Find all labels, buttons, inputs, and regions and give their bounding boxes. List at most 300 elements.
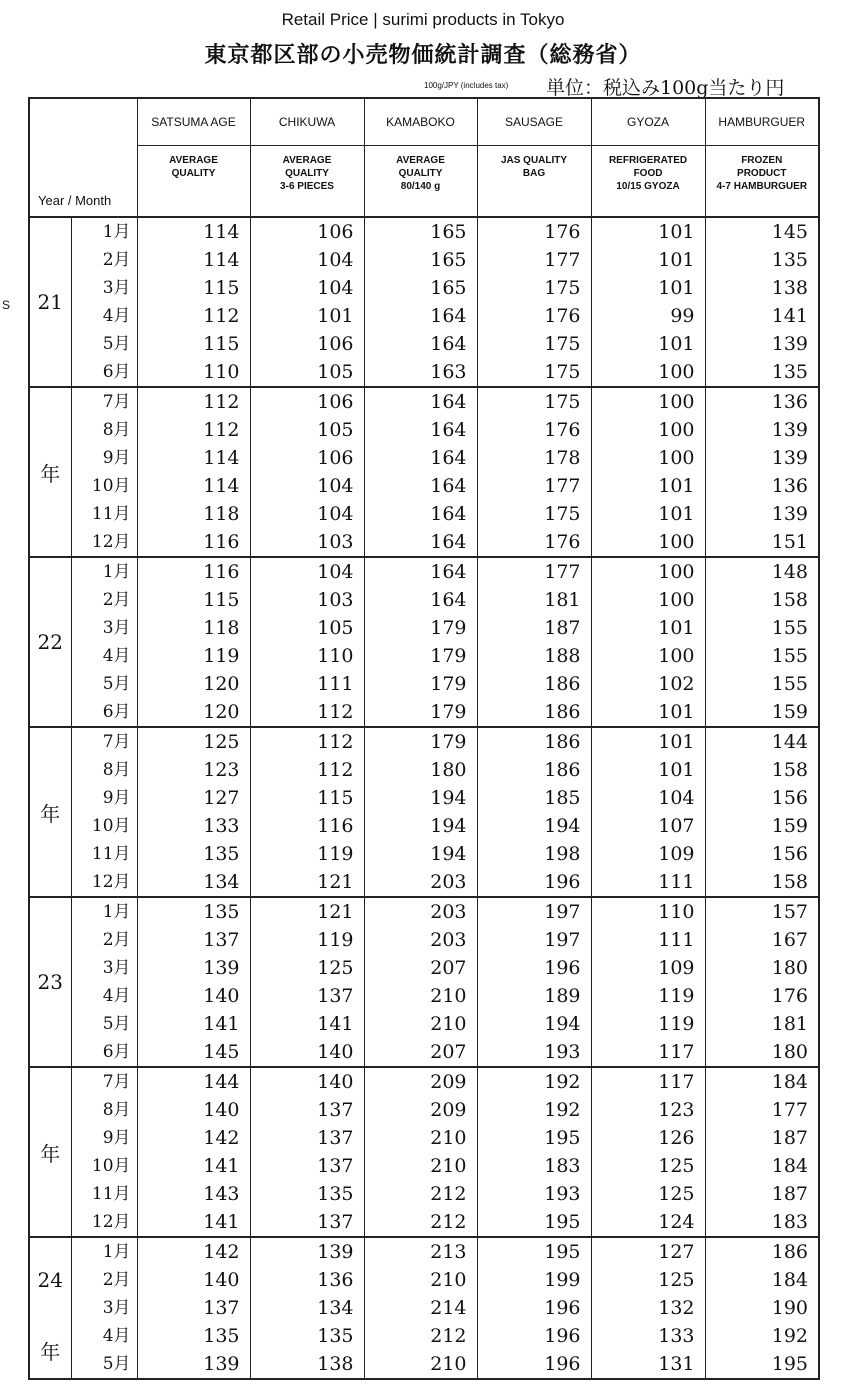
price-cell: 100	[591, 416, 705, 444]
table-row	[29, 1237, 819, 1266]
month-cell: 9月	[71, 784, 137, 812]
price-cell: 140	[137, 1266, 250, 1294]
column-header-name: CHIKUWA	[250, 98, 364, 146]
price-cell: 214	[364, 1294, 477, 1322]
price-cell: 155	[705, 614, 819, 642]
table-row	[29, 926, 819, 954]
table-row	[29, 1208, 819, 1237]
quality-line: AVERAGE	[396, 155, 445, 166]
price-cell: 139	[137, 954, 250, 982]
price-cell: 158	[705, 868, 819, 897]
price-cell: 127	[591, 1237, 705, 1266]
price-cell: 99	[591, 302, 705, 330]
price-cell: 119	[137, 642, 250, 670]
column-header-quality	[591, 146, 705, 218]
price-cell: 165	[364, 217, 477, 246]
price-cell: 107	[591, 812, 705, 840]
price-cell: 120	[137, 698, 250, 727]
price-cell: 159	[705, 698, 819, 727]
price-cell: 126	[591, 1124, 705, 1152]
price-cell: 125	[137, 727, 250, 756]
price-cell: 125	[591, 1266, 705, 1294]
price-cell: 100	[591, 528, 705, 557]
column-header-quality	[477, 146, 591, 218]
table-row	[29, 472, 819, 500]
price-cell: 109	[591, 840, 705, 868]
month-cell: 12月	[71, 528, 137, 557]
price-cell: 106	[250, 444, 364, 472]
price-cell: 164	[364, 416, 477, 444]
month-cell: 1月	[71, 897, 137, 926]
price-cell: 196	[477, 954, 591, 982]
price-cell: 114	[137, 217, 250, 246]
price-cell: 207	[364, 1038, 477, 1067]
month-cell: 11月	[71, 840, 137, 868]
month-cell: 12月	[71, 1208, 137, 1237]
price-cell: 156	[705, 784, 819, 812]
price-cell: 112	[250, 727, 364, 756]
header-row-names	[29, 98, 819, 146]
price-cell: 180	[705, 1038, 819, 1067]
price-cell: 179	[364, 642, 477, 670]
month-cell: 6月	[71, 358, 137, 387]
price-cell: 155	[705, 642, 819, 670]
price-cell: 135	[705, 358, 819, 387]
price-cell: 112	[250, 698, 364, 727]
table-row	[29, 246, 819, 274]
price-cell: 184	[705, 1266, 819, 1294]
price-cell: 104	[591, 784, 705, 812]
table-row	[29, 812, 819, 840]
price-cell: 103	[250, 586, 364, 614]
price-cell: 101	[591, 756, 705, 784]
year-cell: 23	[29, 897, 71, 1067]
month-cell: 1月	[71, 557, 137, 586]
price-cell: 194	[364, 840, 477, 868]
price-cell: 184	[705, 1067, 819, 1096]
month-cell: 10月	[71, 812, 137, 840]
price-cell: 117	[591, 1067, 705, 1096]
price-cell: 101	[591, 330, 705, 358]
price-cell: 176	[477, 528, 591, 557]
month-cell: 6月	[71, 1038, 137, 1067]
price-cell: 176	[477, 416, 591, 444]
price-cell: 145	[705, 217, 819, 246]
price-cell: 105	[250, 416, 364, 444]
table-row	[29, 1266, 819, 1294]
price-cell: 187	[705, 1124, 819, 1152]
month-cell: 6月	[71, 698, 137, 727]
table-row	[29, 586, 819, 614]
month-cell: 2月	[71, 1266, 137, 1294]
price-cell: 210	[364, 1124, 477, 1152]
month-cell: 9月	[71, 1124, 137, 1152]
price-cell: 163	[364, 358, 477, 387]
price-cell: 164	[364, 387, 477, 416]
month-cell: 11月	[71, 1180, 137, 1208]
price-cell: 104	[250, 246, 364, 274]
price-cell: 135	[250, 1322, 364, 1350]
price-cell: 121	[250, 868, 364, 897]
price-cell: 194	[477, 812, 591, 840]
month-cell: 12月	[71, 868, 137, 897]
table-row	[29, 982, 819, 1010]
price-cell: 115	[250, 784, 364, 812]
price-cell: 123	[137, 756, 250, 784]
price-cell: 115	[137, 330, 250, 358]
price-cell: 119	[250, 840, 364, 868]
column-header-quality	[250, 146, 364, 218]
table-row	[29, 274, 819, 302]
price-cell: 101	[250, 302, 364, 330]
quality-line: AVERAGE	[169, 155, 218, 166]
table-row	[29, 840, 819, 868]
table-row	[29, 330, 819, 358]
price-cell: 139	[705, 416, 819, 444]
price-cell: 139	[705, 330, 819, 358]
month-cell: 3月	[71, 274, 137, 302]
month-cell: 5月	[71, 670, 137, 698]
price-cell: 137	[250, 1096, 364, 1124]
price-cell: 105	[250, 614, 364, 642]
price-cell: 196	[477, 1322, 591, 1350]
year-cell: 24	[29, 1237, 71, 1322]
price-cell: 193	[477, 1180, 591, 1208]
table-row	[29, 614, 819, 642]
header-row-quality	[29, 146, 819, 218]
price-cell: 112	[250, 756, 364, 784]
table-row	[29, 387, 819, 416]
price-cell: 194	[364, 784, 477, 812]
quality-line: BAG	[522, 168, 546, 179]
month-cell: 10月	[71, 472, 137, 500]
unit-note-japanese: 単位：税込み100g当たり円	[546, 77, 785, 99]
quality-line: 4-7 HAMBURGUER	[716, 181, 808, 192]
quality-line: 10/15 GYOZA	[616, 181, 680, 192]
price-cell: 210	[364, 1010, 477, 1038]
price-cell: 165	[364, 274, 477, 302]
month-cell: 3月	[71, 614, 137, 642]
price-cell: 140	[137, 982, 250, 1010]
price-cell: 144	[705, 727, 819, 756]
price-cell: 137	[137, 926, 250, 954]
price-cell: 103	[250, 528, 364, 557]
unit-note-english: 100g/JPY (includes tax)	[424, 81, 509, 90]
column-header-name: GYOZA	[591, 98, 705, 146]
price-cell: 110	[250, 642, 364, 670]
month-cell: 7月	[71, 387, 137, 416]
price-cell: 114	[137, 246, 250, 274]
price-cell: 195	[705, 1350, 819, 1379]
price-cell: 100	[591, 358, 705, 387]
price-cell: 111	[250, 670, 364, 698]
price-cell: 105	[250, 358, 364, 387]
year-cell: 年	[29, 727, 71, 897]
month-cell: 1月	[71, 217, 137, 246]
price-cell: 158	[705, 756, 819, 784]
price-cell: 102	[591, 670, 705, 698]
table-row	[29, 756, 819, 784]
month-cell: 11月	[71, 500, 137, 528]
price-cell: 179	[364, 727, 477, 756]
price-cell: 138	[250, 1350, 364, 1379]
price-cell: 179	[364, 698, 477, 727]
table-row	[29, 500, 819, 528]
table-row	[29, 642, 819, 670]
price-cell: 196	[477, 868, 591, 897]
price-cell: 116	[137, 557, 250, 586]
price-cell: 138	[705, 274, 819, 302]
price-cell: 135	[250, 1180, 364, 1208]
table-row	[29, 1124, 819, 1152]
quality-line: PRODUCT	[737, 168, 787, 179]
price-cell: 141	[250, 1010, 364, 1038]
price-cell: 142	[137, 1237, 250, 1266]
price-cell: 148	[705, 557, 819, 586]
price-cell: 100	[591, 642, 705, 670]
price-cell: 175	[477, 387, 591, 416]
table-row	[29, 528, 819, 557]
table-row	[29, 698, 819, 727]
price-cell: 195	[477, 1124, 591, 1152]
price-cell: 164	[364, 302, 477, 330]
price-cell: 100	[591, 444, 705, 472]
price-cell: 186	[477, 670, 591, 698]
price-cell: 135	[137, 897, 250, 926]
column-header-name: SATSUMA AGE	[137, 98, 250, 146]
table-row	[29, 416, 819, 444]
price-cell: 181	[705, 1010, 819, 1038]
month-cell: 4月	[71, 982, 137, 1010]
price-cell: 164	[364, 557, 477, 586]
title-japanese: 東京都区部の小売物価統計調査（総務省）	[204, 43, 642, 68]
price-cell: 139	[250, 1237, 364, 1266]
price-cell: 139	[705, 444, 819, 472]
month-cell: 4月	[71, 1322, 137, 1350]
table-row	[29, 358, 819, 387]
price-cell: 119	[591, 982, 705, 1010]
table-row	[29, 670, 819, 698]
table-row	[29, 1350, 819, 1379]
month-cell: 1月	[71, 1237, 137, 1266]
price-cell: 101	[591, 246, 705, 274]
price-cell: 100	[591, 586, 705, 614]
price-cell: 192	[705, 1322, 819, 1350]
price-cell: 134	[137, 868, 250, 897]
price-cell: 141	[137, 1010, 250, 1038]
table-row	[29, 444, 819, 472]
price-cell: 210	[364, 1350, 477, 1379]
price-cell: 203	[364, 897, 477, 926]
price-cell: 127	[137, 784, 250, 812]
month-cell: 4月	[71, 642, 137, 670]
price-cell: 104	[250, 557, 364, 586]
price-cell: 164	[364, 528, 477, 557]
price-cell: 179	[364, 614, 477, 642]
price-cell: 104	[250, 274, 364, 302]
price-cell: 186	[477, 756, 591, 784]
price-cell: 164	[364, 330, 477, 358]
price-cell: 119	[250, 926, 364, 954]
price-cell: 210	[364, 1152, 477, 1180]
price-cell: 118	[137, 500, 250, 528]
price-cell: 140	[250, 1038, 364, 1067]
price-cell: 151	[705, 528, 819, 557]
price-cell: 119	[591, 1010, 705, 1038]
price-cell: 165	[364, 246, 477, 274]
price-cell: 186	[477, 698, 591, 727]
price-cell: 179	[364, 670, 477, 698]
table-row	[29, 1038, 819, 1067]
price-cell: 212	[364, 1180, 477, 1208]
price-cell: 196	[477, 1294, 591, 1322]
price-cell: 118	[137, 614, 250, 642]
price-cell: 135	[137, 840, 250, 868]
table-row	[29, 897, 819, 926]
price-cell: 180	[364, 756, 477, 784]
price-table	[28, 97, 820, 1380]
month-cell: 10月	[71, 1152, 137, 1180]
price-cell: 175	[477, 274, 591, 302]
price-cell: 141	[705, 302, 819, 330]
price-cell: 184	[705, 1152, 819, 1180]
price-cell: 137	[250, 1124, 364, 1152]
price-cell: 186	[477, 727, 591, 756]
month-cell: 5月	[71, 330, 137, 358]
price-cell: 139	[137, 1350, 250, 1379]
price-cell: 185	[477, 784, 591, 812]
quality-line: FROZEN	[741, 155, 783, 166]
price-cell: 109	[591, 954, 705, 982]
price-cell: 187	[477, 614, 591, 642]
quality-line: AVERAGE	[282, 155, 332, 166]
table-row	[29, 1010, 819, 1038]
price-cell: 116	[137, 528, 250, 557]
price-cell: 101	[591, 274, 705, 302]
price-cell: 196	[477, 1350, 591, 1379]
price-cell: 132	[591, 1294, 705, 1322]
month-cell: 4月	[71, 302, 137, 330]
price-cell: 190	[705, 1294, 819, 1322]
price-cell: 203	[364, 926, 477, 954]
month-cell: 8月	[71, 756, 137, 784]
price-cell: 104	[250, 500, 364, 528]
price-cell: 207	[364, 954, 477, 982]
month-cell: 3月	[71, 1294, 137, 1322]
quality-line: QUALITY	[171, 168, 216, 179]
price-cell: 140	[250, 1067, 364, 1096]
price-cell: 112	[137, 416, 250, 444]
price-cell: 120	[137, 670, 250, 698]
column-header-name: HAMBURGUER	[705, 98, 819, 146]
price-cell: 145	[137, 1038, 250, 1067]
price-cell: 177	[477, 246, 591, 274]
price-cell: 157	[705, 897, 819, 926]
price-cell: 183	[705, 1208, 819, 1237]
price-cell: 101	[591, 727, 705, 756]
price-cell: 112	[137, 387, 250, 416]
price-cell: 125	[591, 1180, 705, 1208]
price-cell: 125	[250, 954, 364, 982]
column-header-quality	[137, 146, 250, 218]
price-cell: 175	[477, 358, 591, 387]
price-cell: 198	[477, 840, 591, 868]
year-cell: 21	[29, 217, 71, 387]
month-cell: 9月	[71, 444, 137, 472]
column-header-quality	[364, 146, 477, 218]
price-cell: 115	[137, 274, 250, 302]
table-row	[29, 1180, 819, 1208]
price-cell: 106	[250, 217, 364, 246]
price-cell: 101	[591, 698, 705, 727]
price-cell: 176	[705, 982, 819, 1010]
price-cell: 111	[591, 926, 705, 954]
price-cell: 125	[591, 1152, 705, 1180]
table-row	[29, 868, 819, 897]
price-cell: 164	[364, 586, 477, 614]
price-cell: 177	[477, 557, 591, 586]
price-cell: 144	[137, 1067, 250, 1096]
price-cell: 164	[364, 444, 477, 472]
year-month-header: Year / Month	[29, 98, 137, 217]
month-cell: 8月	[71, 1096, 137, 1124]
price-cell: 176	[477, 302, 591, 330]
month-cell: 2月	[71, 246, 137, 274]
price-cell: 116	[250, 812, 364, 840]
price-cell: 136	[705, 472, 819, 500]
quality-line: QUALITY	[398, 168, 443, 179]
price-cell: 186	[705, 1237, 819, 1266]
quality-line: 3-6 PIECES	[280, 181, 334, 192]
price-cell: 158	[705, 586, 819, 614]
table-row	[29, 954, 819, 982]
price-cell: 175	[477, 500, 591, 528]
month-cell: 5月	[71, 1350, 137, 1379]
year-cell: 22	[29, 557, 71, 727]
price-cell: 104	[250, 472, 364, 500]
quality-line: JAS QUALITY	[500, 155, 568, 166]
column-header-quality	[705, 146, 819, 218]
price-cell: 112	[137, 302, 250, 330]
price-cell: 114	[137, 472, 250, 500]
price-cell: 197	[477, 897, 591, 926]
price-cell: 137	[250, 982, 364, 1010]
price-cell: 192	[477, 1067, 591, 1096]
price-cell: 203	[364, 868, 477, 897]
month-cell: 2月	[71, 926, 137, 954]
price-cell: 100	[591, 387, 705, 416]
price-cell: 193	[477, 1038, 591, 1067]
year-cell: 年	[29, 387, 71, 557]
month-cell: 8月	[71, 416, 137, 444]
price-cell: 210	[364, 982, 477, 1010]
table-body	[29, 217, 819, 1379]
price-cell: 155	[705, 670, 819, 698]
quality-line: 80/140 g	[400, 181, 441, 192]
price-cell: 140	[137, 1096, 250, 1124]
column-header-name: SAUSAGE	[477, 98, 591, 146]
price-cell: 101	[591, 217, 705, 246]
table-row	[29, 1152, 819, 1180]
price-cell: 121	[250, 897, 364, 926]
table-row	[29, 784, 819, 812]
month-cell: 3月	[71, 954, 137, 982]
price-cell: 194	[477, 1010, 591, 1038]
price-cell: 141	[137, 1208, 250, 1237]
quality-line: FOOD	[633, 168, 663, 179]
price-cell: 137	[137, 1294, 250, 1322]
price-cell: 101	[591, 614, 705, 642]
